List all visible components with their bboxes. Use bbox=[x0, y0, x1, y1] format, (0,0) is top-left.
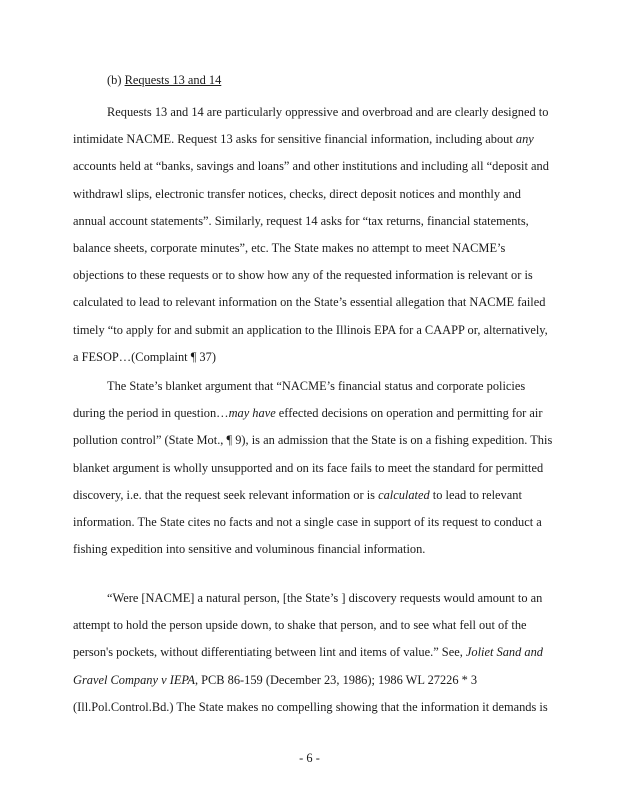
paragraph-line bbox=[73, 400, 555, 427]
text-run: “Were [NACME] a natural person, [the State’s ] discovery requests would amount to an bbox=[107, 591, 543, 605]
paragraph-line bbox=[73, 612, 555, 639]
section-label: (b) bbox=[107, 73, 122, 87]
paragraph-natural-person-quote bbox=[73, 585, 555, 721]
paragraph-blanket-argument bbox=[73, 373, 555, 563]
paragraph-line bbox=[73, 639, 555, 666]
paragraph-line bbox=[73, 126, 555, 153]
paragraph-requests-overbroad bbox=[73, 99, 555, 371]
text-run: calculated bbox=[378, 487, 430, 502]
text-run: Joliet Sand and bbox=[465, 645, 543, 660]
paragraph-line bbox=[73, 509, 555, 536]
text-run: information. The State cites no facts and not a single case in support of its request to conduct a bbox=[73, 515, 542, 530]
paragraph-line bbox=[73, 373, 555, 400]
text-run: to lead to relevant bbox=[429, 487, 522, 502]
text-run: annual account statements”. Similarly, request 14 asks for “tax returns, financial statements, bbox=[73, 213, 529, 228]
text-run: Gravel Company v IEPA bbox=[73, 672, 195, 687]
page-number: - 6 - bbox=[299, 751, 320, 765]
text-run: effected decisions on operation and permitting for air bbox=[275, 406, 543, 421]
paragraph-line bbox=[73, 482, 555, 509]
text-run: any bbox=[515, 132, 534, 147]
paragraph-line bbox=[73, 153, 555, 180]
paragraph-line bbox=[73, 262, 555, 289]
paragraph-line bbox=[73, 455, 555, 482]
text-run: Requests 13 and 14 are particularly oppressive and overbroad and are clearly designed to bbox=[107, 105, 549, 119]
paragraph-line bbox=[73, 289, 555, 316]
paragraph-line bbox=[73, 585, 555, 612]
text-run: The State’s blanket argument that “NACME’s financial status and corporate policies bbox=[107, 379, 526, 393]
paragraph-line bbox=[73, 99, 555, 126]
text-run: calculated to lead to relevant information on the State’s essential allegation that NACME failed bbox=[73, 295, 546, 310]
paragraph-line bbox=[73, 181, 555, 208]
text-run: objections to these requests or to show how any of the requested information is relevant or is bbox=[73, 268, 533, 283]
paragraph-line bbox=[73, 667, 555, 694]
text-run: blanket argument is wholly unsupported and on its face fails to meet the standard for permitted bbox=[73, 460, 544, 475]
text-run: fishing expedition into sensitive and voluminous financial information. bbox=[73, 542, 426, 557]
paragraph-line bbox=[73, 427, 555, 454]
paragraph-line bbox=[73, 317, 555, 344]
text-run: during the period in question… bbox=[73, 406, 229, 421]
text-run: (Ill.Pol.Control.Bd.) The State makes no compelling showing that the information it demands is bbox=[73, 699, 548, 714]
text-run: attempt to hold the person upside down, to shake that person, and to see what fell out of the bbox=[73, 618, 527, 633]
text-run: intimidate NACME. Request 13 asks for sensitive financial information, including about bbox=[73, 132, 516, 147]
section-heading bbox=[107, 72, 221, 88]
text-run: person's pockets, without differentiating between lint and items of value.” See, bbox=[73, 645, 466, 660]
text-run: withdrawl slips, electronic transfer notices, checks, direct deposit notices and monthly and bbox=[73, 186, 521, 201]
text-run: , PCB 86-159 (December 23, 1986); 1986 WL 27226 * 3 bbox=[194, 672, 478, 687]
text-run: accounts held at “banks, savings and loans” and other institutions and including all “deposit and bbox=[73, 159, 549, 174]
text-run: pollution control” (State Mot., ¶ 9), is an admission that the State is on a fishing expedition. This bbox=[73, 433, 553, 448]
paragraph-line bbox=[73, 344, 555, 371]
paragraph-line bbox=[73, 694, 555, 721]
text-run: balance sheets, corporate minutes”, etc. The State makes no attempt to meet NACME’s bbox=[73, 241, 506, 256]
text-run: discovery, i.e. that the request seek relevant information or is bbox=[73, 487, 379, 502]
section-title: Requests 13 and 14 bbox=[124, 73, 222, 87]
text-run: may have bbox=[228, 406, 276, 421]
text-run: a FESOP…(Complaint ¶ 37) bbox=[73, 349, 216, 364]
paragraph-line bbox=[73, 235, 555, 262]
text-run: timely “to apply for and submit an application to the Illinois EPA for a CAAPP or, alternatively, bbox=[73, 322, 548, 337]
paragraph-line bbox=[73, 208, 555, 235]
paragraph-line bbox=[73, 536, 555, 563]
